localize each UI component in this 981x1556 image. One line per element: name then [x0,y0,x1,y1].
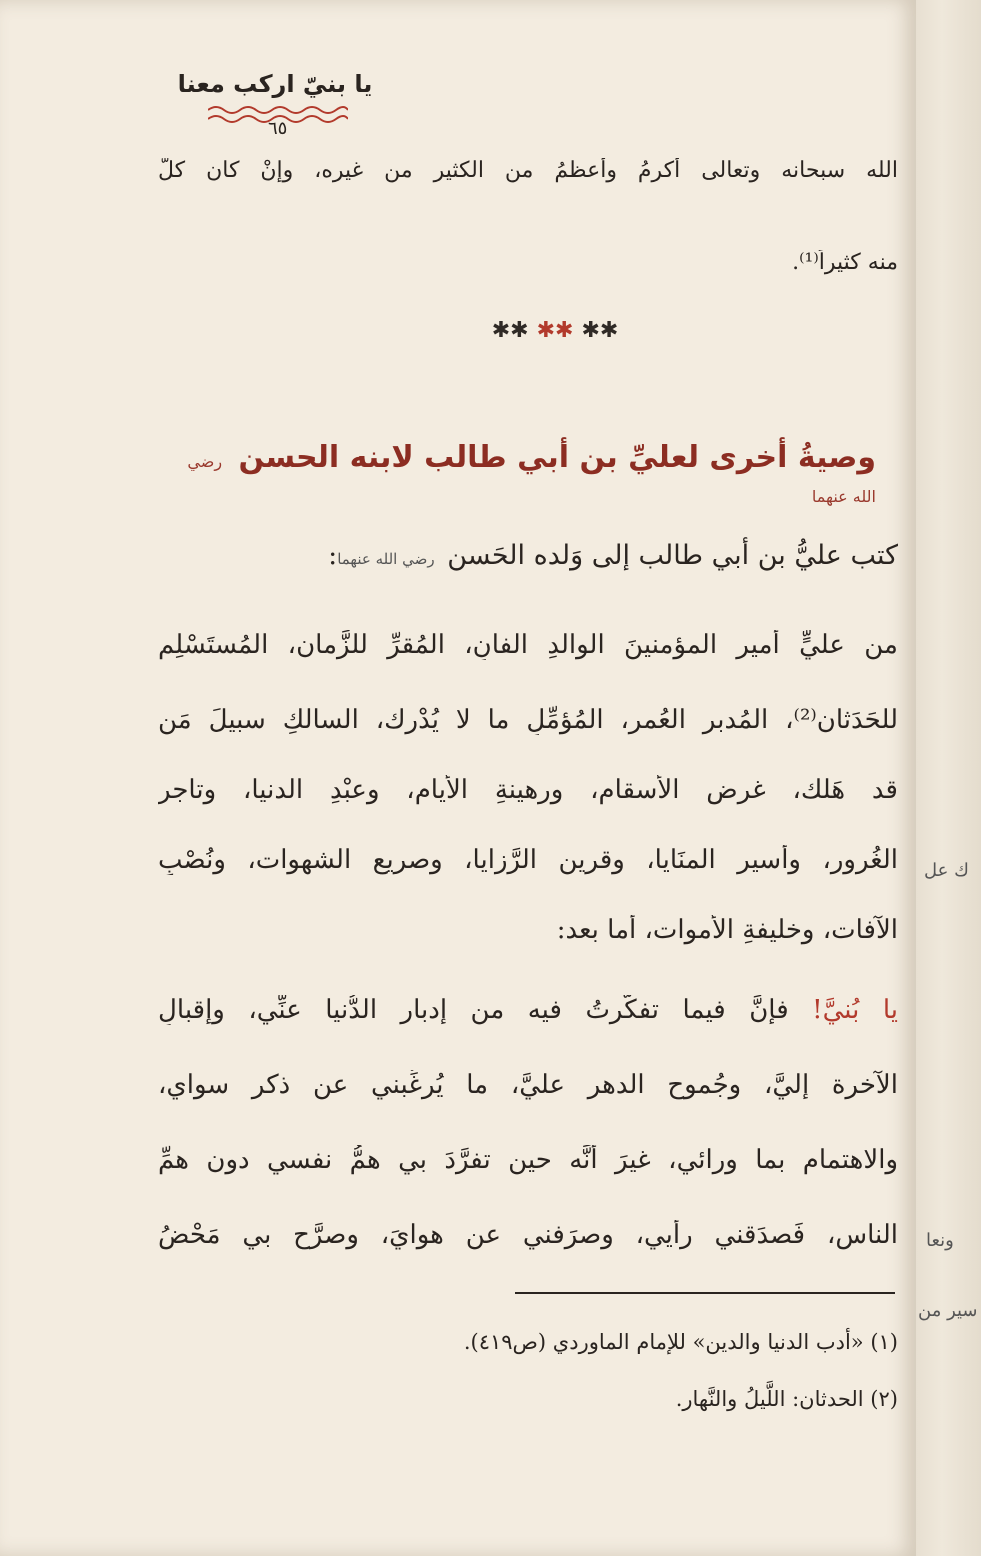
section-heading [176,440,876,510]
opening-line [328,540,898,571]
separator-stars: ✱✱ [491,318,529,343]
paragraph-line: والاهتمام بما ورائي، غيرَ أنَّه حين تفرَّدَ بي همُّ نفسي دون همِّ [158,1145,898,1175]
honorific-glyph: رضي الله عنهما [337,550,435,568]
section-separator [470,318,640,348]
edge-text: ونعا [926,1230,954,1251]
paragraph-line: الناس، فَصدَقني رأيي، وصرَفني عن هوايَ، وصرَّح بي مَحْضُ [158,1220,898,1250]
adjacent-page-edge [916,0,981,1556]
running-head: يا بنيّ اركب معنا [177,70,373,98]
edge-text: ك عل [924,860,969,881]
honorific-glyph: رضي الله عنهما [187,452,876,506]
address-phrase: يا بُنيَّ! [812,995,898,1025]
footnote-rule [515,1292,895,1294]
separator-stars: ✱✱ [581,318,619,343]
paragraph-line: الآخرة إليَّ، وجُموحِ الدهر عليَّ، ما يُرغِّبني عن ذكر سواي، [158,1070,898,1100]
opening-colon: : [328,540,338,571]
footnote: (٢) الحدثان: اللَّيلُ والنَّهار. [675,1387,898,1411]
edge-text: سير من [918,1300,978,1321]
opening-text: كتب عليُّ بن أبي طالب إلى وَلده الحَسن [447,540,898,571]
paragraph-line: قد هَلك، غرضِ الأسقام، ورهينةِ الأيام، وعبْدِ الدنيا، وتاجرِ [158,775,898,805]
intro-line: الله سبحانه وتعالى أكرمُ وأعظمُ من الكثير من غيره، وإنْ كان كلٌّ [158,158,898,183]
separator-stars: ✱✱ [536,318,574,343]
paragraph-line: الآفات، وخليفةِ الأموات، أما بعد: [556,915,898,945]
paragraph-line [158,995,898,1025]
paragraph-line: الغُرور، وأسيرِ المنَايا، وقرينِ الرَّزايا، وصريعِ الشهوات، ونُصْبِ [158,845,898,875]
paragraph-line: للحَدَثان⁽²⁾، المُدبرِ العُمرِ، المُؤمِّلِ ما لا يُدْرك، السالكِ سبيلَ مَن [158,705,898,735]
intro-line: منه كثيراً⁽¹⁾. [792,250,898,275]
section-heading-text: وصيةُ أخرى لعليِّ بن أبي طالب لابنه الحسن [238,440,876,475]
paragraph-line-text: فإنَّ فيما تفكَّرتُ فيه من إدبار الدُّنيا عنِّي، وإقبالِ [158,995,789,1025]
page-number: ٦٥ [268,118,288,139]
footnote: (١) «أدب الدنيا والدين» للإمام الماوردي (ص٤١٩). [463,1330,898,1354]
paragraph-line: من عليٍّ أميرِ المؤمنينَ الوالدِ الفانِ، المُقرِّ للزَّمان، المُستَسْلِمِ [158,630,898,660]
